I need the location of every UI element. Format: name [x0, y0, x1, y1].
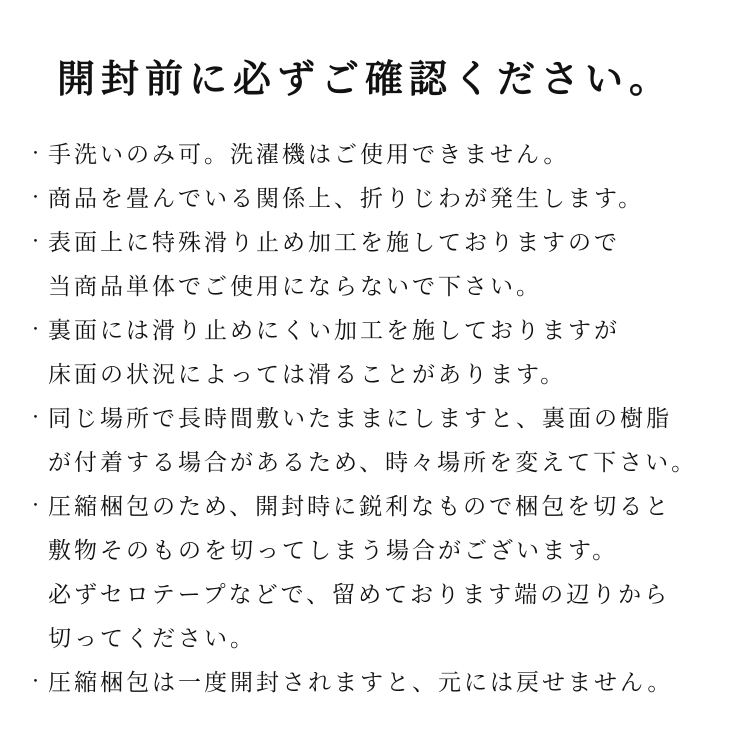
- note-text: [48, 132, 569, 176]
- note-text: [48, 176, 644, 220]
- note-line: 裏面には滑り止めにくい加工を施しておりますが: [48, 317, 620, 343]
- bullet-icon: ・: [28, 497, 44, 514]
- note-item: [28, 660, 720, 704]
- note-item: [28, 176, 720, 220]
- page-title: 開封前に必ずご確認ください。: [56, 59, 673, 101]
- note-text: [48, 660, 673, 704]
- bullet-icon: ・: [28, 145, 44, 162]
- note-item: [28, 308, 720, 396]
- bullet-icon: ・: [28, 409, 44, 426]
- note-item: [28, 132, 720, 176]
- note-item: [28, 484, 720, 660]
- note-line: 同じ場所で長時間敷いたままにしますと、裏面の樹脂: [48, 405, 672, 431]
- bullet-icon: ・: [28, 673, 44, 690]
- note-line: 手洗いのみ可。洗濯機はご使用できません。: [48, 141, 570, 167]
- note-line: 圧縮梱包は一度開封されますと、元には戻せません。: [48, 669, 674, 695]
- bullet-icon: ・: [28, 233, 44, 250]
- note-line: 表面上に特殊滑り止め加工を施しておりますので: [48, 229, 620, 255]
- note-text: [48, 484, 671, 660]
- note-text: [48, 396, 697, 484]
- note-text: [48, 308, 620, 396]
- note-line: 床面の状況によっては滑ることがあります。: [48, 361, 567, 387]
- note-line: 敷物そのものを切ってしまう場合がございます。: [48, 537, 619, 563]
- note-line: 商品を畳んでいる関係上、折りじわが発生します。: [48, 185, 645, 211]
- note-text: [48, 220, 620, 308]
- bullet-icon: ・: [28, 321, 44, 338]
- notes-list: [0, 132, 730, 704]
- note-item: [28, 396, 720, 484]
- note-line: 圧縮梱包のため、開封時に鋭利なもので梱包を切ると: [48, 493, 672, 519]
- note-item: [28, 220, 720, 308]
- bullet-icon: ・: [28, 189, 44, 206]
- note-line: が付着する場合があるため、時々場所を変えて下さい。: [48, 449, 698, 475]
- note-line: 当商品単体でご使用にならないで下さい。: [48, 273, 542, 299]
- note-line: 必ずセロテープなどで、留めております端の辺りから: [48, 581, 671, 607]
- note-line: 切ってください。: [48, 625, 256, 651]
